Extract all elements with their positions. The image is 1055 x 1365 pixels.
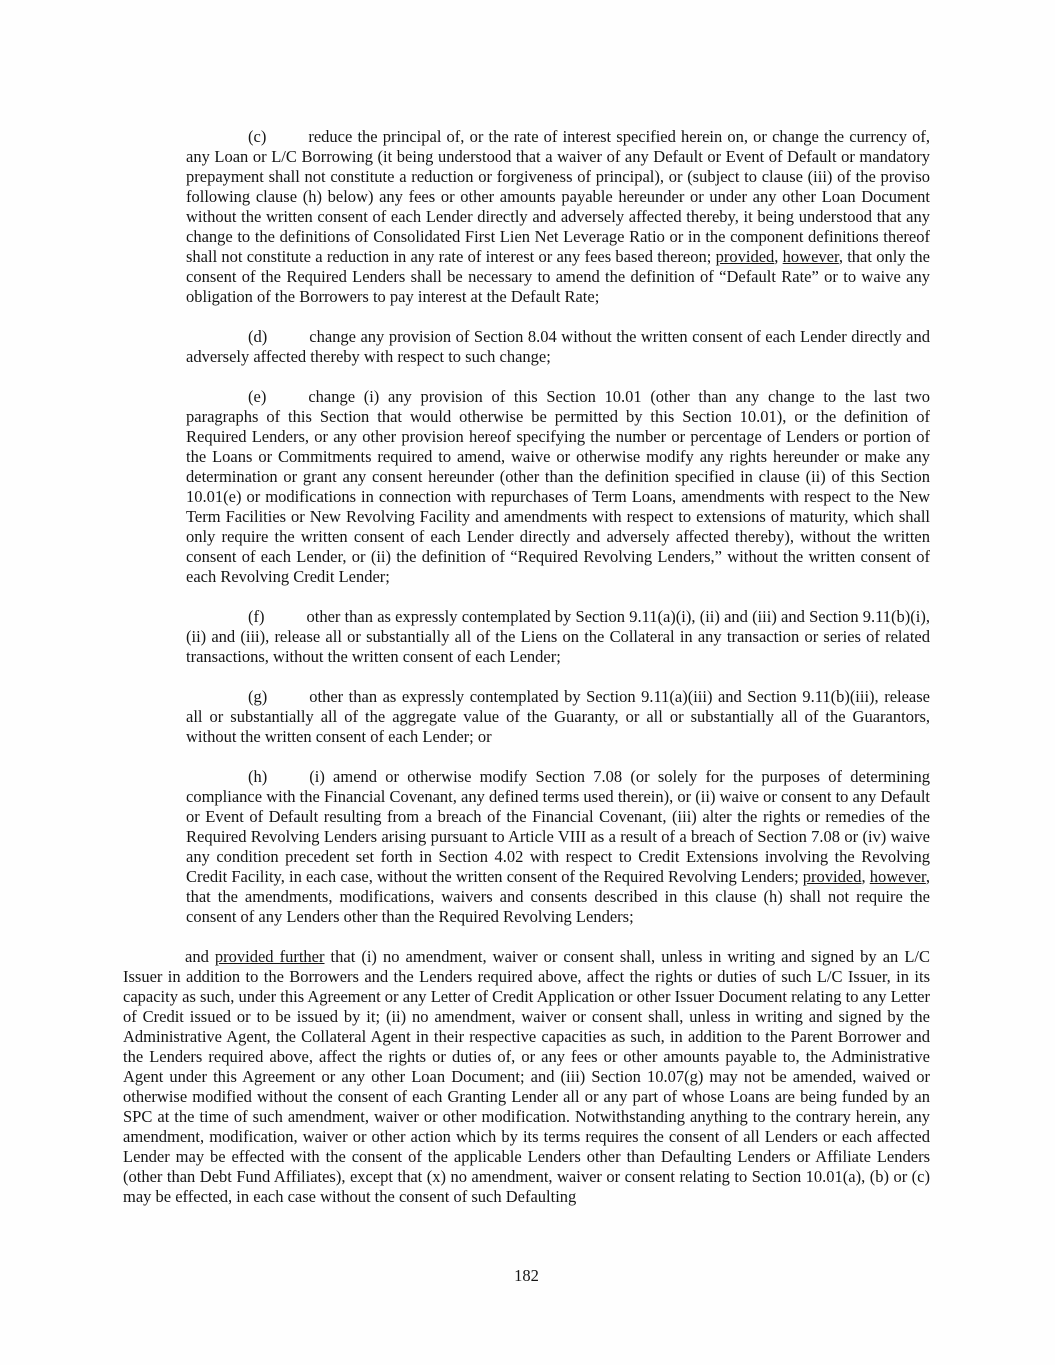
clause-label: (d) — [248, 327, 268, 346]
clause-label: (c) — [248, 127, 267, 146]
paragraph-c — [186, 127, 930, 307]
underlined-term: however — [869, 867, 926, 886]
page-number: 182 — [514, 1266, 539, 1285]
paragraph-d — [186, 327, 930, 367]
underlined-term: however — [782, 247, 839, 266]
paragraph-text: other than as expressly contemplated by Section 9.11(a)(i), (ii) and (iii) and Section 9.11(b)(i), (ii) and (iii), release all or substantially all of the Liens on the Collateral in any transaction or series of related transactions, without the written consent of each Lender; — [186, 607, 930, 666]
paragraph-h — [186, 767, 930, 927]
paragraph-text: that (i) no amendment, waiver or consent shall, unless in writing and signed by an L/C Issuer in addition to the Borrowers and the Lenders required above, affect the rights or duties of such L/C Issuer, in its capacity as such, under this Agreement or any Letter of Credit Application or other Issuer Document relating to any Letter of Credit issued or to be issued by it; (ii) no amendment, waiver or consent shall, unless in writing and signed by the Administrative Agent, the Collateral Agent in their respective capacities as such, in addition to the Parent Borrower and the Lenders required above, affect the rights or duties of, or any fees or other amounts payable to, the Administrative Agent under this Agreement or any other Loan Document; and (iii) Section 10.07(g) may not be amended, waived or otherwise modified without the consent of each Granting Lender all or any part of whose Loans are being funded by an SPC at the time of such amendment, waiver or other modification. Notwithstanding anything to the contrary herein, any amendment, modification, waiver or other action which by its terms requires the consent of all Lenders or each affected Lender may be effected with the consent of the applicable Lenders other than Defaulting Lenders or Affiliate Lenders (other than Debt Fund Affiliates), except that (x) no amendment, waiver or consent relating to Section 10.01(a), (b) or (c) may be effected, in each case without the consent of such Defaulting — [123, 947, 931, 1206]
underlined-term: provided further — [214, 947, 325, 966]
paragraph-text: other than as expressly contemplated by Section 9.11(a)(iii) and Section 9.11(b)(iii), release all or substantially all of the aggregate value of the Guaranty, or all or substantially all of the Guarantors, without the written consent of each Lender; or — [186, 687, 930, 746]
document-body — [123, 127, 930, 1227]
paragraph-e — [186, 387, 930, 587]
clause-label: (f) — [248, 607, 265, 626]
underlined-term: provided — [802, 867, 862, 886]
paragraph-proviso — [123, 947, 930, 1207]
paragraph-text: , — [774, 247, 783, 266]
paragraph-text: change any provision of Section 8.04 without the written consent of each Lender directly and adversely affected thereby with respect to such change; — [186, 327, 930, 366]
paragraph-text: change (i) any provision of this Section 10.01 (other than any change to the last two paragraphs of this Section that would otherwise be permitted by this Section 10.01), or the definition of Required Lenders, or any other provision hereof specifying the number or percentage of Lenders or portion of the Loans or Commitments required to amend, waive or otherwise modify any rights hereunder or make any determination or grant any consent hereunder (other than the definition specified in clause (ii) of this Section 10.01(e) or modifications in connection with repurchases of Term Loans, amendments with respect to the New Term Facilities or New Revolving Facility and amendments with respect to extensions of maturity, which shall only require the written consent of each Lender directly and adversely affected thereby), without the written consent of each Lender, or (ii) the definition of “Required Revolving Lenders,” without the written consent of each Revolving Credit Lender; — [186, 387, 930, 586]
paragraph-g — [186, 687, 930, 747]
clause-label: (g) — [248, 687, 268, 706]
paragraph-text: and — [185, 947, 215, 966]
paragraph-f — [186, 607, 930, 667]
paragraph-text: , — [861, 867, 870, 886]
paragraph-text: , that the amendments, modifications, waivers and consents described in this clause (h) shall not require the consent of any Lenders other than the Required Revolving Lenders; — [186, 867, 930, 926]
clause-label: (e) — [248, 387, 267, 406]
underlined-term: provided — [715, 247, 775, 266]
paragraph-text: (i) amend or otherwise modify Section 7.08 (or solely for the purposes of determining compliance with the Financial Covenant, any defined terms used therein), or (ii) waive or consent to any Default or Event of Default resulting from a breach of the Financial Covenant, (iii) alter the rights or remedies of the Required Revolving Lenders arising pursuant to Article VIII as a result of a breach of Section 7.08 or (iv) waive any condition precedent set forth in Section 4.02 with respect to Credit Extensions involving the Revolving Credit Facility, in each case, without the written consent of the Required Revolving Lenders; — [186, 767, 930, 886]
paragraph-text: , that only the consent of the Required Lenders shall be necessary to amend the definition of “Default Rate” or to waive any obligation of the Borrowers to pay interest at the Default Rate; — [186, 247, 931, 306]
clause-label: (h) — [248, 767, 268, 786]
paragraph-text: reduce the principal of, or the rate of interest specified herein on, or change the currency of, any Loan or L/C Borrowing (it being understood that a waiver of any Default or Event of Default or mandatory prepayment shall not constitute a reduction or forgiveness of principal), or (subject to clause (iii) of the proviso following clause (h) below) any fees or other amounts payable hereunder or under any other Loan Document without the written consent of each Lender directly and adversely affected thereby, it being understood that any change to the definitions of Consolidated First Lien Net Leverage Ratio or in the component definitions thereof shall not constitute a reduction in any rate of interest or any fees based thereon; — [186, 127, 930, 266]
